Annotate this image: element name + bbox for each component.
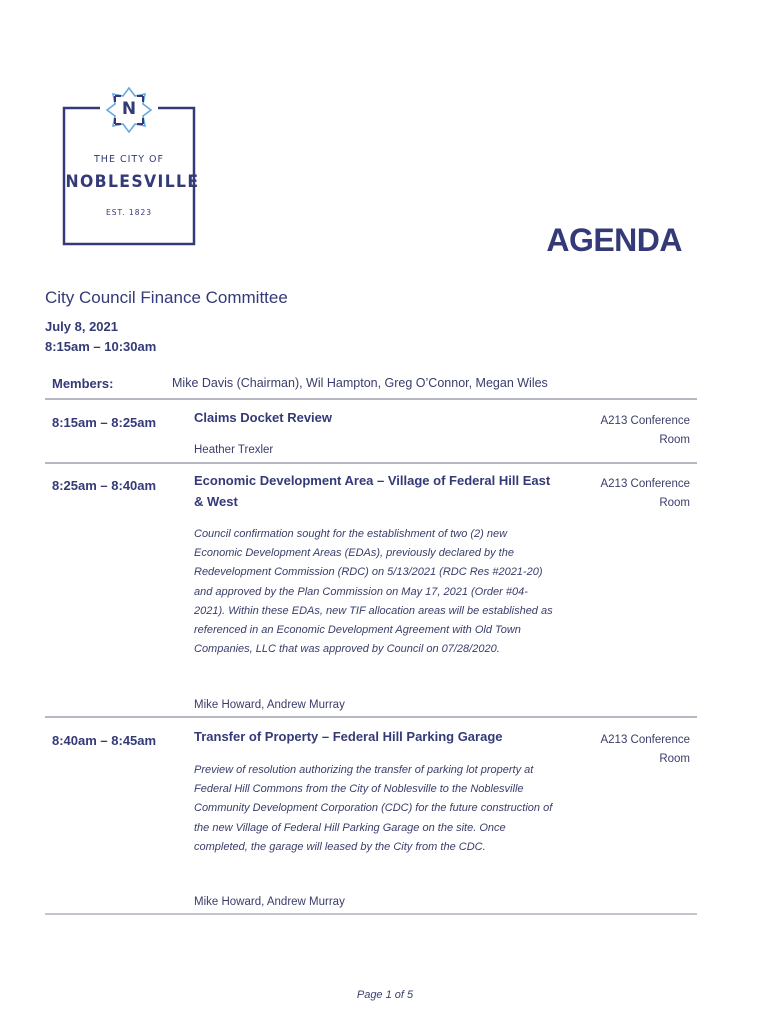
item-presenters: Mike Howard, Andrew Murray <box>194 699 345 711</box>
item-title: Transfer of Property – Federal Hill Parking Garage <box>194 729 503 744</box>
page-number: Page 1 of 5 <box>356 989 414 1001</box>
meeting-time: 8:15am – 10:30am <box>45 339 157 354</box>
page-title: AGENDA <box>546 222 682 258</box>
meeting-date: July 8, 2021 <box>45 319 118 334</box>
logo-city-name: NOBLESVILLE <box>65 172 200 192</box>
logo-city-of: THE CITY OF <box>94 154 164 165</box>
item-title: Economic Development Area – Village of Federal Hill East & West <box>194 473 551 509</box>
item-location: A213 Conference Room <box>600 734 690 765</box>
city-logo <box>60 86 198 248</box>
members-list: Mike Davis (Chairman), Wil Hampton, Greg O’Connor, Megan Wiles <box>172 376 548 390</box>
item-description: Preview of resolution authorizing the transfer of parking lot property at Federal Hill Commons from the City of Noblesville to the Noblesville Community Development Corporation (CDC) for the future construction of the new Village of Federal Hill Parking Garage on the site. Once completed, the garage will leased by the City from the CDC. <box>194 764 553 853</box>
item-title: Claims Docket Review <box>194 410 333 425</box>
item-location: A213 Conference Room <box>600 478 690 509</box>
divider <box>45 462 697 464</box>
logo-established: EST. 1823 <box>105 208 153 217</box>
divider <box>45 716 697 718</box>
item-time: 8:15am – 8:25am <box>52 415 157 430</box>
divider <box>45 913 697 915</box>
item-time: 8:40am – 8:45am <box>52 733 157 748</box>
item-description: Council confirmation sought for the establishment of two (2) new Economic Development Areas (EDAs), previously declared by the Redevelopment Commission (RDC) on 5/13/2021 (RDC Res #2021-20) and approved by the Plan Commission on May 17, 2021 (Order #04-2021). Within these EDAs, new TIF allocation areas will be established as referenced in an Economic Development Agreement with Old Town Companies, LLC that was approved by Council on 07/28/2020. <box>194 528 553 656</box>
divider <box>45 398 697 400</box>
item-time: 8:25am – 8:40am <box>52 478 157 493</box>
item-presenters: Mike Howard, Andrew Murray <box>194 896 345 908</box>
logo-letter: N <box>121 99 137 119</box>
committee-name: City Council Finance Committee <box>45 288 288 307</box>
item-presenters: Heather Trexler <box>194 444 274 456</box>
members-label: Members: <box>52 376 114 391</box>
item-location: A213 Conference Room <box>600 415 690 446</box>
